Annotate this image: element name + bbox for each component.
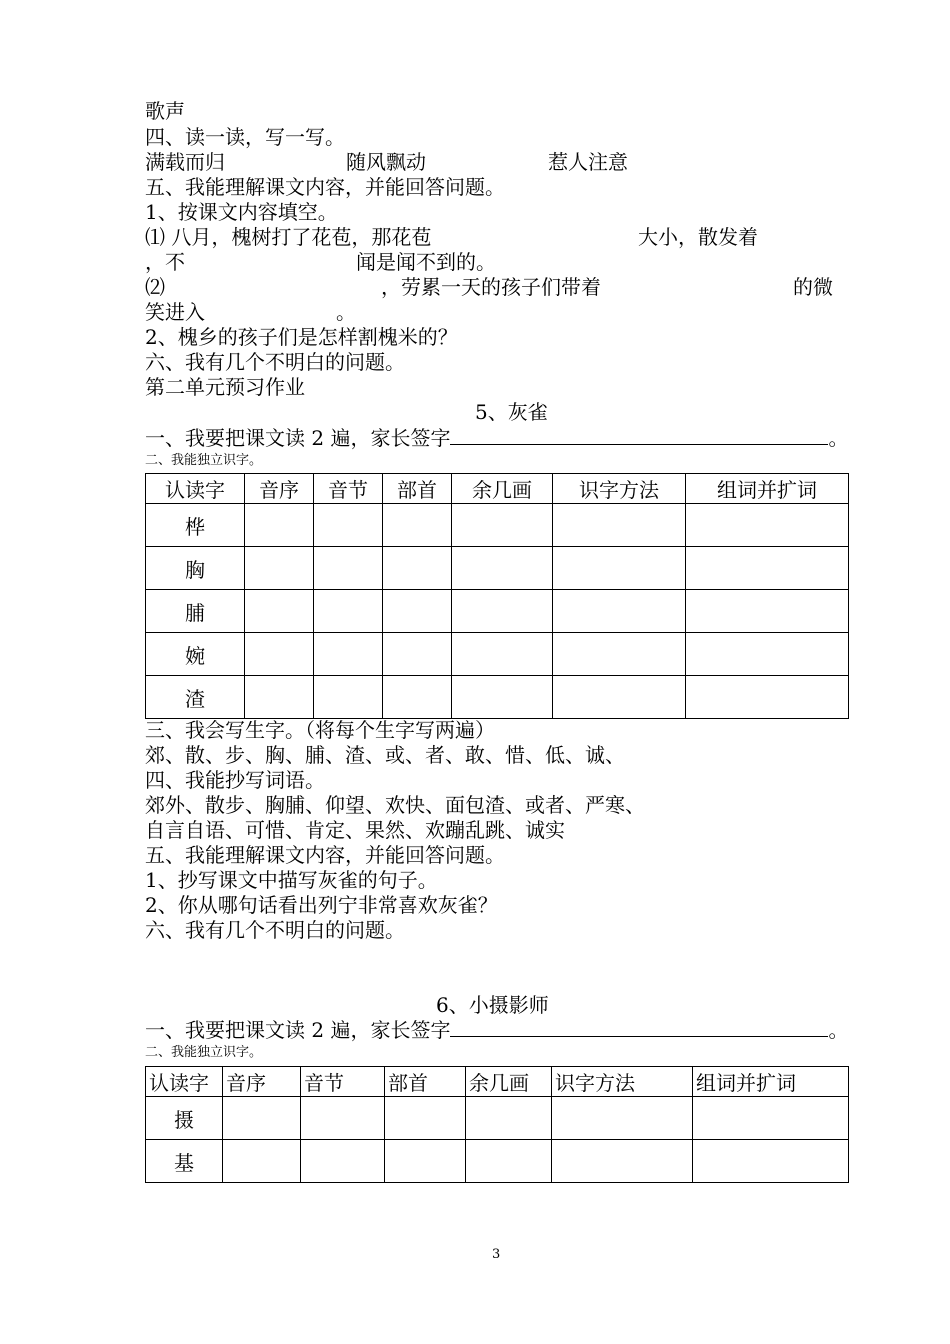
fill-2-part-c: 的微 — [793, 275, 833, 299]
blank-cell[interactable] — [452, 547, 553, 590]
lesson-5-words-2: 自言自语、可惜、肯定、果然、欢蹦乱跳、诚实 — [145, 818, 565, 842]
blank-cell[interactable] — [245, 547, 314, 590]
char-cell: 渣 — [146, 676, 245, 719]
blank-cell[interactable] — [245, 633, 314, 676]
blank-cell[interactable] — [686, 590, 849, 633]
blank-cell[interactable] — [314, 504, 383, 547]
char-cell: 桦 — [146, 504, 245, 547]
blank-cell[interactable] — [301, 1097, 385, 1140]
blank-cell[interactable] — [452, 590, 553, 633]
header-cell: 音序 — [223, 1067, 301, 1097]
blank-cell[interactable] — [301, 1140, 385, 1183]
blank-cell[interactable] — [223, 1097, 301, 1140]
blank-cell[interactable] — [693, 1140, 849, 1183]
blank-cell[interactable] — [553, 676, 686, 719]
blank-cell[interactable] — [552, 1140, 693, 1183]
blank-cell[interactable] — [385, 1097, 466, 1140]
table-row — [146, 590, 849, 633]
lesson-6-char-table — [145, 1066, 849, 1183]
blank-cell[interactable] — [383, 590, 452, 633]
fill-1-part-c: ，不 — [145, 250, 185, 274]
read-line-text: 一、我要把课文读 2 遍，家长签字 — [145, 426, 451, 450]
section-6-title: 六、我有几个不明白的问题。 — [145, 350, 405, 374]
lesson-6-title: 6、小摄影师 — [436, 993, 549, 1017]
blank-cell[interactable] — [466, 1097, 552, 1140]
table-row — [146, 1097, 849, 1140]
blank-cell[interactable] — [693, 1097, 849, 1140]
signature-blank[interactable] — [450, 426, 828, 445]
blank-cell[interactable] — [686, 504, 849, 547]
blank-cell[interactable] — [314, 547, 383, 590]
fill-2-part-b: ，劳累一天的孩子们带着 — [381, 275, 601, 299]
blank-cell[interactable] — [383, 676, 452, 719]
blank-cell[interactable] — [245, 590, 314, 633]
lesson-6-read-line — [145, 1017, 848, 1043]
section-5-title: 五、我能理解课文内容，并能回答问题。 — [145, 175, 505, 199]
blank-cell[interactable] — [686, 547, 849, 590]
blank-cell[interactable] — [245, 676, 314, 719]
unit-2-heading: 第二单元预习作业 — [145, 375, 305, 399]
table-row — [146, 1140, 849, 1183]
fill-1-part-a: ⑴ 八月，槐树打了花苞，那花苞 — [145, 225, 432, 249]
lesson-5-section-6-title: 六、我有几个不明白的问题。 — [145, 918, 405, 942]
page-number: 3 — [492, 1247, 501, 1262]
blank-cell[interactable] — [314, 676, 383, 719]
lesson-5-question-2: 2、你从哪句话看出列宁非常喜欢灰雀？ — [145, 893, 498, 917]
table-row — [146, 547, 849, 590]
header-cell: 部首 — [385, 1067, 466, 1097]
blank-cell[interactable] — [466, 1140, 552, 1183]
header-cell: 识字方法 — [553, 474, 686, 504]
table-row — [146, 633, 849, 676]
fill-1-part-d: 闻是闻不到的。 — [356, 250, 496, 274]
question-1-title: 1、按课文内容填空。 — [145, 200, 338, 224]
blank-cell[interactable] — [553, 633, 686, 676]
header-cell: 音序 — [245, 474, 314, 504]
section-4-title: 四、读一读，写一写。 — [145, 125, 345, 149]
blank-cell[interactable] — [553, 590, 686, 633]
read-line-end: 。 — [828, 1018, 849, 1042]
blank-cell[interactable] — [385, 1140, 466, 1183]
idiom-3: 惹人注意 — [548, 150, 628, 174]
lesson-5-section-4-title: 四、我能抄写词语。 — [145, 768, 325, 792]
lesson-5-char-table — [145, 473, 849, 719]
blank-cell[interactable] — [686, 676, 849, 719]
blank-cell[interactable] — [383, 547, 452, 590]
header-cell: 部首 — [383, 474, 452, 504]
header-cell: 认读字 — [146, 1067, 223, 1097]
idiom-1: 满载而归 — [145, 150, 225, 174]
fill-1-part-b: 大小，散发着 — [638, 225, 758, 249]
blank-cell[interactable] — [383, 504, 452, 547]
table-row — [146, 676, 849, 719]
signature-blank[interactable] — [450, 1018, 828, 1037]
blank-cell[interactable] — [314, 633, 383, 676]
lesson-5-read-line — [145, 425, 848, 451]
lesson-5-section-2-title: 二、我能独立识字。 — [145, 453, 263, 468]
text-songs: 歌声 — [145, 99, 185, 123]
fill-2-part-a: ⑵ — [145, 275, 165, 299]
char-cell: 基 — [146, 1140, 223, 1183]
table-row — [146, 504, 849, 547]
blank-cell[interactable] — [553, 547, 686, 590]
header-cell: 音节 — [301, 1067, 385, 1097]
blank-cell[interactable] — [686, 633, 849, 676]
header-cell: 组词并扩词 — [686, 474, 849, 504]
header-cell: 识字方法 — [552, 1067, 693, 1097]
idiom-2: 随风飘动 — [346, 150, 426, 174]
fill-2-part-e: 。 — [336, 300, 356, 324]
blank-cell[interactable] — [383, 633, 452, 676]
header-cell: 余几画 — [466, 1067, 552, 1097]
lesson-5-section-3-chars: 郊、散、步、胸、脯、渣、或、者、敢、惜、低、诚、 — [145, 743, 625, 767]
char-cell: 摄 — [146, 1097, 223, 1140]
blank-cell[interactable] — [314, 590, 383, 633]
blank-cell[interactable] — [245, 504, 314, 547]
blank-cell[interactable] — [452, 676, 553, 719]
blank-cell[interactable] — [552, 1097, 693, 1140]
char-cell: 脯 — [146, 590, 245, 633]
question-2: 2、槐乡的孩子们是怎样割槐米的？ — [145, 325, 458, 349]
blank-cell[interactable] — [452, 504, 553, 547]
header-cell: 组词并扩词 — [693, 1067, 849, 1097]
blank-cell[interactable] — [223, 1140, 301, 1183]
blank-cell[interactable] — [452, 633, 553, 676]
fill-2-part-d: 笑进入 — [145, 300, 205, 324]
lesson-5-question-1: 1、抄写课文中描写灰雀的句子。 — [145, 868, 438, 892]
lesson-5-section-3-title: 三、我会写生字。（将每个生字写两遍） — [145, 718, 495, 742]
header-cell: 余几画 — [452, 474, 553, 504]
char-cell: 婉 — [146, 633, 245, 676]
read-line-text: 一、我要把课文读 2 遍，家长签字 — [145, 1018, 451, 1042]
lesson-5-section-5-title: 五、我能理解课文内容，并能回答问题。 — [145, 843, 505, 867]
lesson-5-title: 5、灰雀 — [475, 400, 548, 424]
read-line-end: 。 — [828, 426, 849, 450]
header-cell: 认读字 — [146, 474, 245, 504]
header-cell: 音节 — [314, 474, 383, 504]
blank-cell[interactable] — [553, 504, 686, 547]
lesson-6-section-2-title: 二、我能独立识字。 — [145, 1045, 263, 1060]
char-cell: 胸 — [146, 547, 245, 590]
lesson-5-words-1: 郊外、散步、胸脯、仰望、欢快、面包渣、或者、严寒、 — [145, 793, 645, 817]
